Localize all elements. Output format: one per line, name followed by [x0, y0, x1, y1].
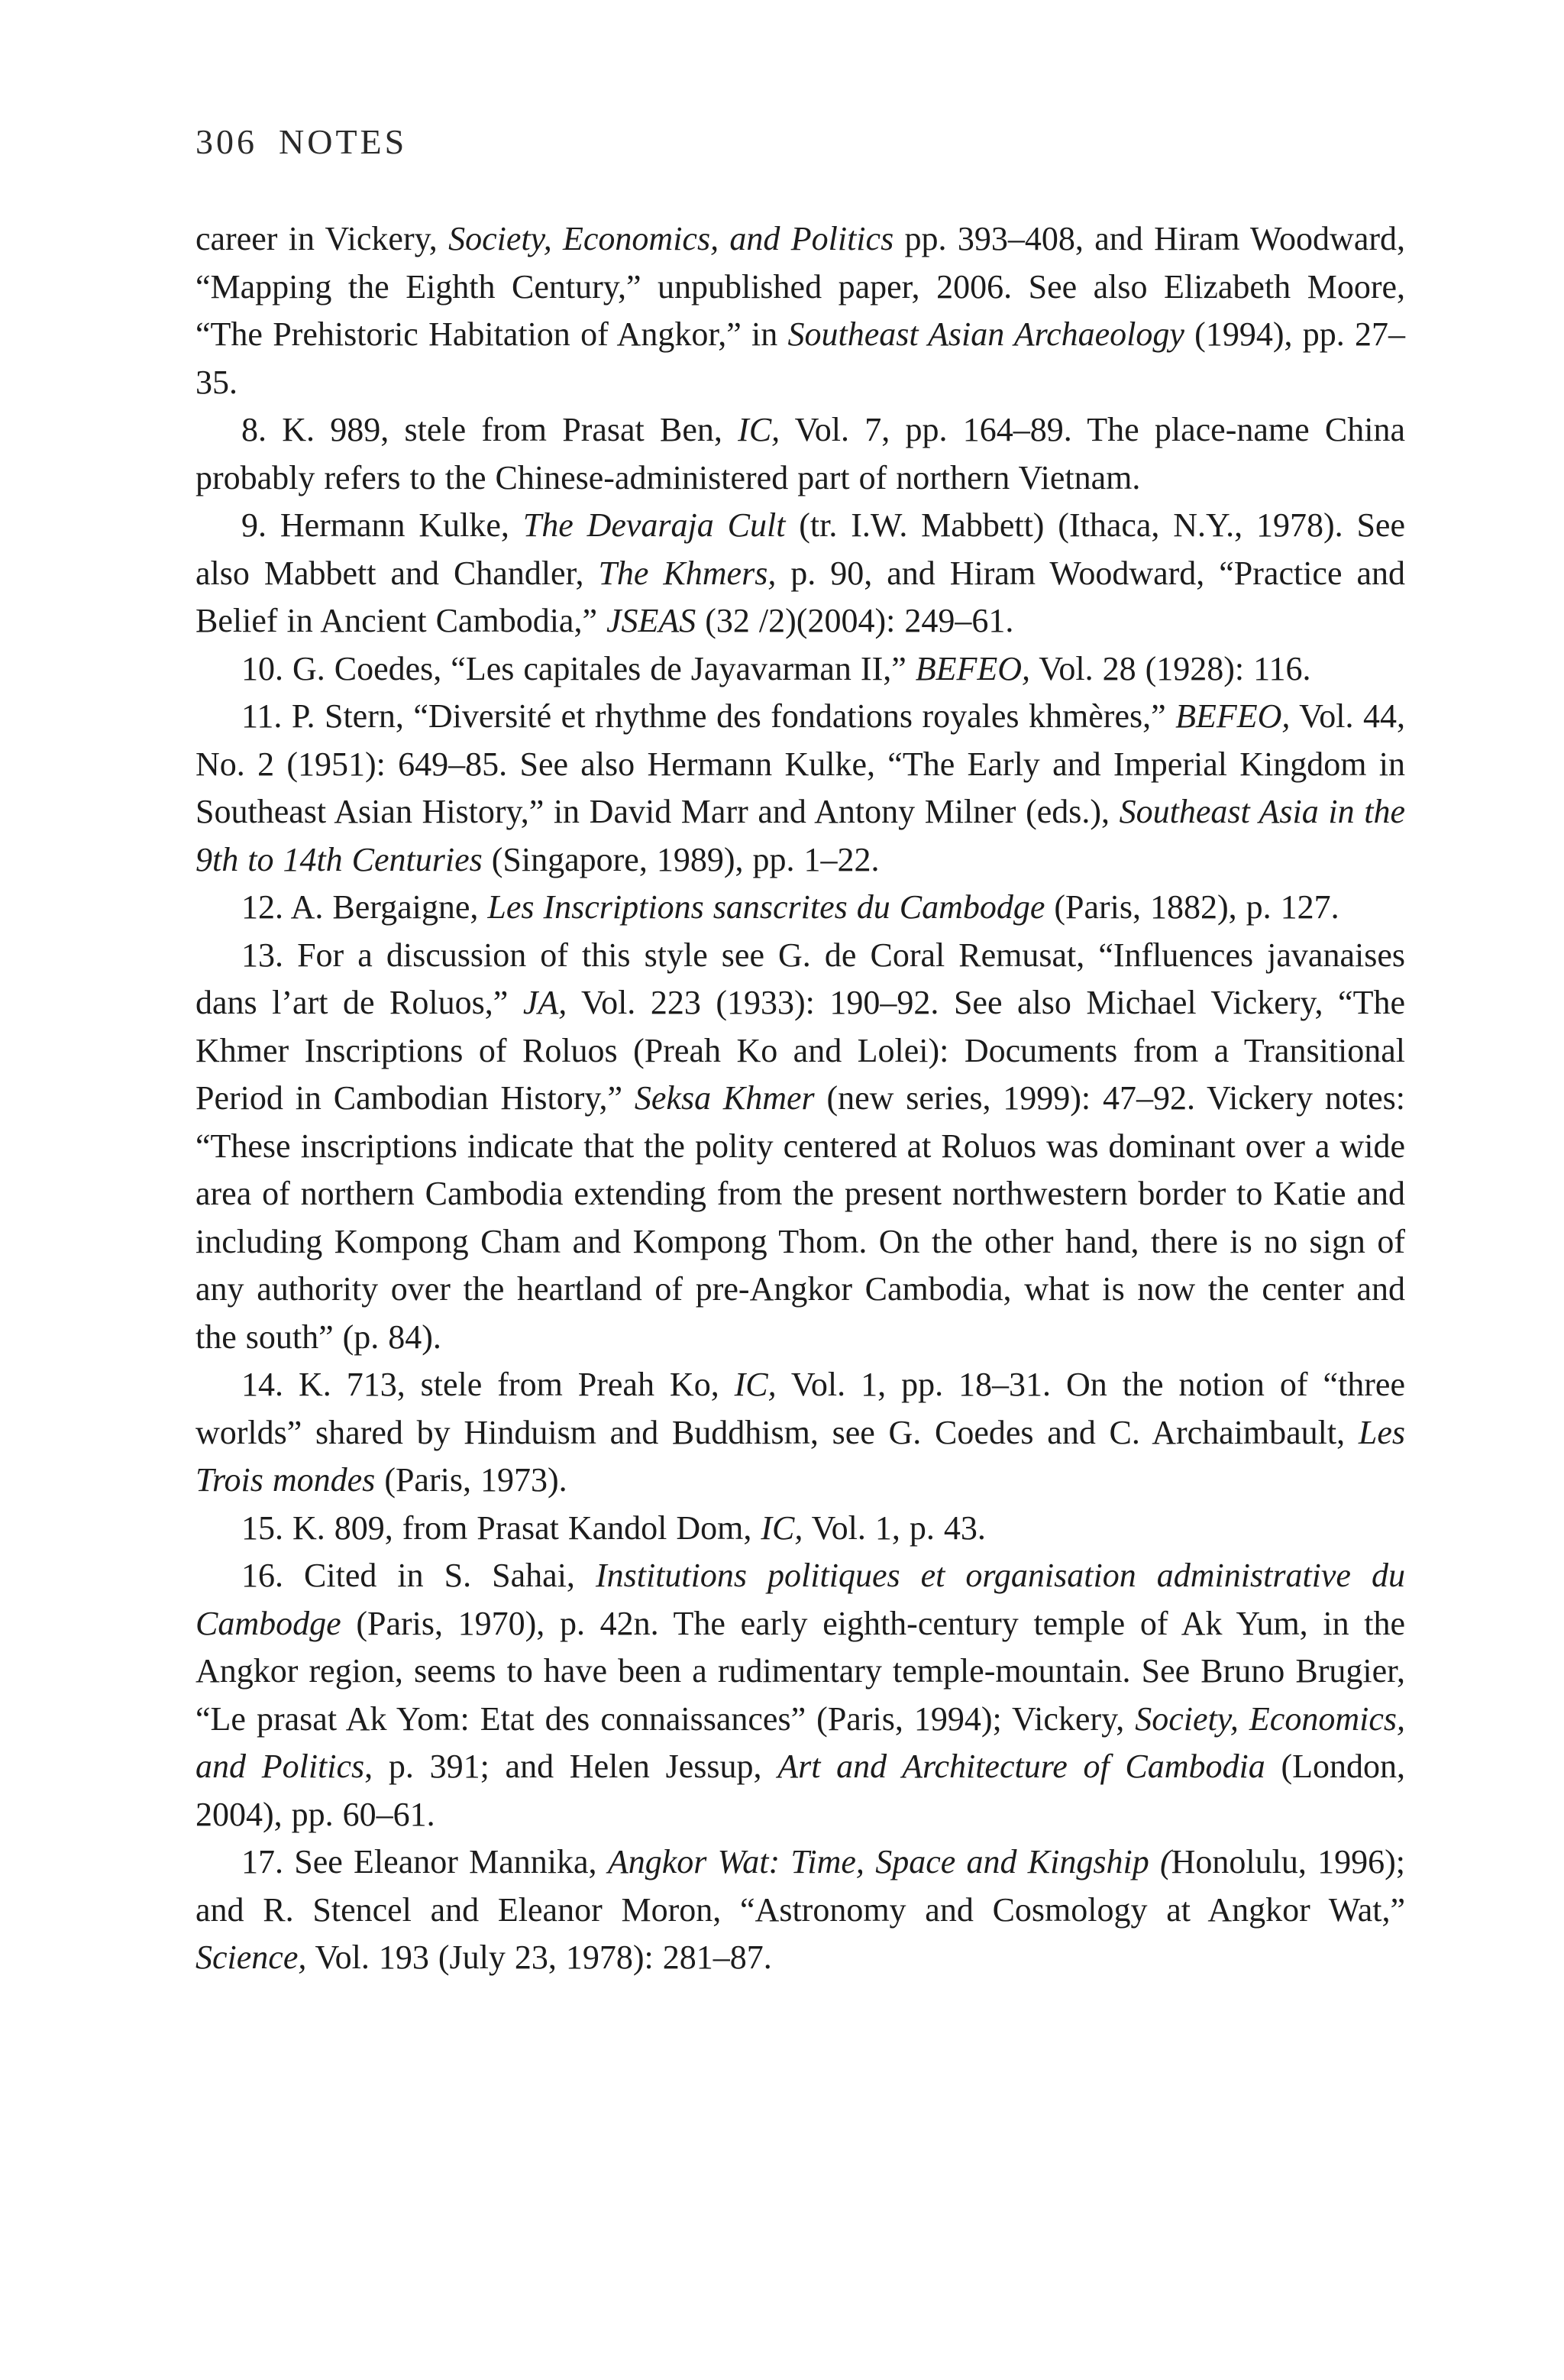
note-text: Vol. 223 (1933): 190–92. See also Michael Vickery, “The Khmer Inscriptions of Roluos (Preah Ko and Lolei): Documents from a Transitional Period in Cambodian History,” [196, 984, 1405, 1117]
note-12 [196, 884, 1405, 932]
note-text: (tr. I.W. Mabbett) (Ithaca, N.Y., 1978). See also Mabbett and Chandler, [196, 506, 1405, 592]
note-14 [196, 1361, 1405, 1505]
note-text: 17. See Eleanor Mannika, [241, 1843, 608, 1880]
italic-title: JSEAS [606, 602, 696, 639]
running-head [196, 122, 1405, 162]
note-text: 13. For a discussion of this style see G. de Coral Remusat, “Influences javanaises dans l’art de Roluos,” [196, 936, 1405, 1021]
note-9 [196, 502, 1405, 645]
italic-title: Les Inscriptions sanscrites du Cambodge [487, 888, 1045, 926]
note-15 [196, 1505, 1405, 1553]
note-text: Vol. 1, p. 43. [803, 1509, 986, 1547]
note-text: 8. K. 989, stele from Prasat Ben, [241, 411, 738, 448]
italic-title: BEFEO, [1175, 697, 1291, 735]
note-text: Vol. 28 (1928): 116. [1030, 649, 1311, 687]
italic-title: Southeast Asia in the 9th to 14th Centuries [196, 793, 1405, 878]
italic-title: IC, [734, 1366, 777, 1403]
page-number: 306 [196, 122, 257, 161]
note-text: (new series, 1999): 47–92. Vickery notes: “These inscriptions indicate that the polity centered at Roluos was dominant over a wide area of northern Cambodia extending from the present northwestern border to Katie and including Kompong Cham and Kompong Thom. On the other hand, there is no sign of any authority over the heartland of pre-Angkor Cambodia, what is now the center and the south” (p. 84). [196, 1079, 1405, 1356]
italic-title: The Khmers, [598, 554, 777, 592]
note-text: pp. 393–408, and Hiram Woodward, “Mapping the Eighth Century,” unpublished paper, 2006. See also Elizabeth Moore, “The Prehistoric Habitation of Angkor,” in [196, 220, 1405, 353]
italic-title: JA, [522, 984, 567, 1021]
note-text: 12. A. Bergaigne, [241, 888, 488, 926]
note-text: 16. Cited in S. Sahai, [241, 1557, 596, 1594]
note-text: 11. P. Stern, “Diversité et rhythme des fondations royales khmères,” [241, 697, 1176, 735]
note-text: (1994), pp. 27–35. [196, 315, 1405, 401]
note-text: Vol. 7, pp. 164–89. The place-name China probably refers to the Chinese-administered part of northern Vietnam. [196, 411, 1405, 496]
note-text: 15. K. 809, from Prasat Kandol Dom, [241, 1509, 761, 1547]
note-text: p. 90, and Hiram Woodward, “Practice and Belief in Ancient Cambodia,” [196, 554, 1405, 639]
italic-title: IC, [761, 1509, 803, 1547]
note-17 [196, 1838, 1405, 1982]
note-11 [196, 693, 1405, 884]
note-text: (Singapore, 1989), pp. 1–22. [482, 840, 880, 878]
note-text: , p. 391; and Helen Jessup, [364, 1748, 778, 1785]
note-continuation [196, 215, 1405, 406]
note-text: Vol. 1, pp. 18–31. On the notion of “three worlds” shared by Hinduism and Buddhism, see G. Coedes and C. Archaimbault, [196, 1366, 1405, 1451]
note-text: (32 /2)(2004): 249–61. [696, 602, 1014, 639]
note-text: Honolulu, 1996); and R. Stencel and Eleanor Moron, “Astronomy and Cosmology at Angkor Wat,” [196, 1843, 1405, 1929]
note-text: (Paris, 1882), p. 127. [1045, 888, 1339, 926]
note-text: 14. K. 713, stele from Preah Ko, [241, 1366, 735, 1403]
italic-title: Society, Economics, and Politics [448, 220, 894, 257]
note-8 [196, 406, 1405, 502]
italic-title: Seksa Khmer [634, 1079, 815, 1117]
italic-title: Les Trois mondes [196, 1413, 1405, 1499]
section-title: NOTES [279, 122, 408, 161]
note-text: (London, 2004), pp. 60–61. [196, 1748, 1406, 1833]
note-text: career in Vickery, [196, 220, 449, 257]
note-10 [196, 645, 1405, 694]
italic-title: BEFEO, [915, 649, 1031, 687]
italic-title: Southeast Asian Archaeology [787, 315, 1184, 353]
italic-title: Society, Economics, and Politics [196, 1699, 1405, 1785]
note-16 [196, 1552, 1405, 1838]
note-text: Vol. 193 (July 23, 1978): 281–87. [306, 1939, 772, 1976]
notes-list [196, 215, 1405, 1982]
italic-title: IC, [738, 411, 780, 448]
note-text: (Paris, 1970), p. 42n. The early eighth-century temple of Ak Yum, in the Angkor region, seems to have been a rudimentary temple-mountain. See Bruno Brugier, “Le prasat Ak Yom: Etat des connaissances” (Paris, 1994); Vickery, [196, 1604, 1405, 1738]
italic-title: Science, [196, 1939, 307, 1976]
note-text: 9. Hermann Kulke, [241, 506, 523, 544]
italic-title: Art and Architecture of Cambodia [777, 1748, 1265, 1785]
italic-title: Institutions politiques et organisation administrative du Cambodge [196, 1557, 1405, 1642]
note-text: (Paris, 1973). [375, 1461, 567, 1499]
book-page [196, 122, 1405, 1982]
note-13 [196, 932, 1405, 1362]
italic-title: The Devaraja Cult [522, 506, 786, 544]
italic-title: Angkor Wat: Time, Space and Kingship ( [607, 1843, 1171, 1880]
note-text: 10. G. Coedes, “Les capitales de Jayavarman II,” [241, 649, 916, 687]
note-text: Vol. 44, No. 2 (1951): 649–85. See also Hermann Kulke, “The Early and Imperial Kingdom in Southeast Asian History,” in David Marr and Antony Milner (eds.), [196, 697, 1405, 830]
